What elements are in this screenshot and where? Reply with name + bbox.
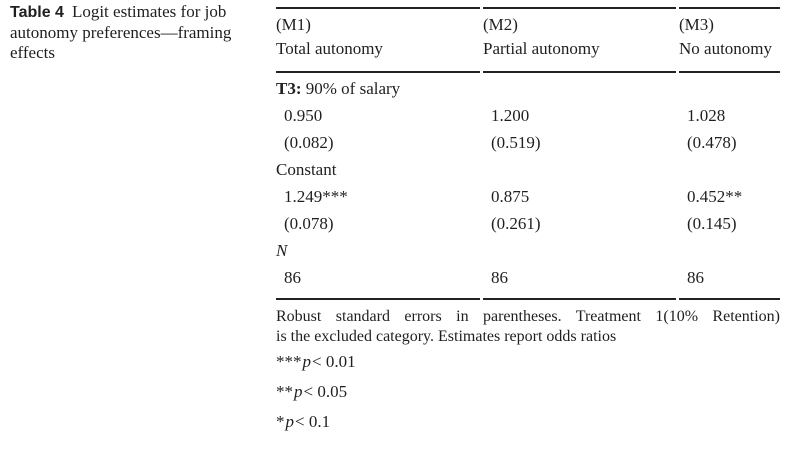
table-note-line-1: Robust standard errors in parentheses. Treatment 1(10% Retention) [276,308,780,325]
n-value: 86 [491,268,508,287]
column-header-model-m3: (M3) [679,15,714,34]
table-row-n-values [276,264,780,291]
column-header-model-m1: (M1) [276,15,311,34]
table-header-model-row [276,13,780,37]
table-row-constant-std-errors [276,210,780,237]
table-bottom-rule [276,298,780,300]
regression-table [276,0,780,432]
coefficient-value: 1.200 [491,106,530,125]
significance-stars: * [276,412,285,431]
variable-label [276,75,780,102]
table-header-name-row [276,37,780,61]
significance-variable: p [302,352,311,371]
variable-label-bold: T3: [276,79,302,98]
significance-note-p1 [276,412,780,432]
coefficient-value: 1.249*** [284,187,348,206]
std-error-value: (0.478) [687,133,737,152]
table-row-t3-std-errors [276,129,780,156]
coefficient-value: 0.452** [687,187,743,206]
significance-threshold: < 0.01 [312,352,356,371]
table-row-constant-coefficients [276,183,780,210]
table-row-n-label [276,237,780,264]
table-caption-text: Logit estimates for job autonomy preferences—framing effects [10,2,232,62]
std-error-value: (0.519) [491,133,541,152]
std-error-value: (0.261) [491,214,541,233]
coefficient-value: 0.950 [284,106,323,125]
n-value: 86 [284,268,301,287]
significance-variable: p [294,382,303,401]
variable-label: Constant [276,160,337,179]
table-row-t3-label [276,75,780,102]
table-note-line-2: is the excluded category. Estimates report odds ratios [276,328,617,345]
std-error-value: (0.082) [284,133,334,152]
significance-stars: *** [276,352,302,371]
coefficient-value: 0.875 [491,187,530,206]
significance-stars: ** [276,382,293,401]
column-header-name-no-autonomy: No autonomy [679,39,773,58]
table-header-rule [276,71,780,73]
column-header-model-m2: (M2) [483,15,518,34]
table-caption [10,2,262,63]
column-header-name-partial-autonomy: Partial autonomy [483,39,600,58]
std-error-value: (0.078) [284,214,334,233]
significance-note-p01 [276,352,780,372]
significance-threshold: < 0.05 [303,382,348,401]
significance-threshold: < 0.1 [295,412,331,431]
n-value: 86 [687,268,704,287]
variable-label-rest: 90% of salary [301,79,401,98]
significance-note-p05 [276,382,780,402]
std-error-value: (0.145) [687,214,737,233]
column-header-name-total-autonomy: Total autonomy [276,39,383,58]
table-notes [276,307,780,347]
table-row-constant-label [276,156,780,183]
table-row-t3-coefficients [276,102,780,129]
coefficient-value: 1.028 [687,106,726,125]
variable-label-n: N [276,241,288,260]
table-caption-label: Table 4 [10,4,64,21]
table-top-rule [276,7,780,9]
significance-variable: p [285,412,294,431]
